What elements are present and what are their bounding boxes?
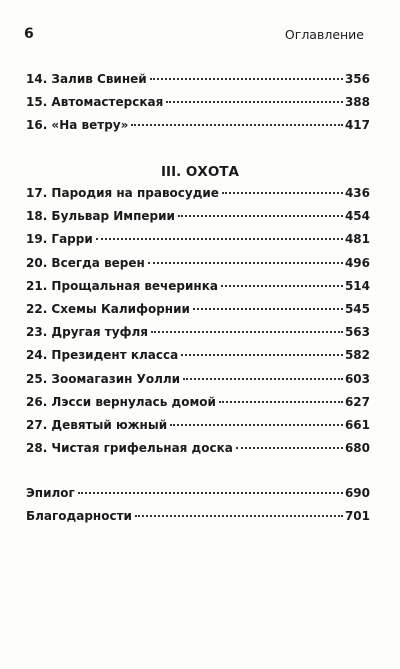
toc-entry-title: 21. Прощальная вечеринка (26, 278, 218, 293)
toc-back-matter (26, 486, 370, 532)
toc-entry (26, 441, 370, 464)
toc-entry-page: 661 (344, 417, 370, 432)
dot-leader (151, 331, 343, 333)
part-heading: III. ОХОТА (161, 164, 239, 180)
dot-leader (135, 515, 343, 517)
toc-entry-page: 356 (344, 72, 370, 86)
toc-part2-tail (26, 72, 370, 142)
toc-entry-page: 603 (344, 371, 370, 386)
toc-entry-title: 16. «На ветру» (26, 118, 129, 133)
toc-entry (26, 209, 370, 232)
toc-entry (26, 418, 370, 441)
toc-entry-page: 680 (344, 441, 370, 456)
toc-entry (26, 95, 370, 118)
dot-leader (78, 492, 343, 494)
dot-leader (96, 238, 343, 240)
toc-entry (26, 232, 370, 255)
toc-entry-title: 17. Пародия на правосудие (26, 186, 219, 200)
dot-leader (193, 308, 343, 310)
toc-entry-title: 22. Схемы Калифорнии (26, 301, 190, 316)
toc-entry-page: 582 (344, 348, 370, 363)
toc-entry (26, 72, 370, 95)
toc-entry (26, 279, 370, 302)
dot-leader (166, 101, 343, 103)
toc-entry (26, 256, 370, 279)
toc-entry (26, 372, 370, 395)
toc-entry-title: 23. Другая туфля (26, 325, 148, 340)
running-head: Оглавление (284, 27, 364, 42)
page-number: 6 (24, 26, 34, 42)
toc-entry (26, 118, 370, 141)
toc-entry-title: 15. Автомастерская (26, 95, 164, 110)
toc-entry-title: Эпилог (26, 486, 75, 500)
toc-entry-page: 545 (344, 301, 370, 316)
toc-entry (26, 486, 370, 509)
toc-entry-title: Благодарности (26, 509, 132, 524)
toc-entry-page: 701 (344, 509, 370, 524)
toc-entry (26, 348, 370, 371)
dot-leader (222, 192, 343, 194)
dot-leader (236, 447, 343, 449)
toc-entry (26, 509, 370, 532)
dot-leader (178, 215, 343, 217)
toc-entry-page: 481 (344, 232, 370, 247)
toc-entry-title: 18. Бульвар Империи (26, 209, 175, 224)
toc-entry-page: 690 (344, 486, 370, 500)
toc-entry (26, 395, 370, 418)
dot-leader (219, 401, 343, 403)
toc-entry-page: 496 (344, 255, 370, 270)
toc-entry-title: 19. Гарри (26, 232, 93, 247)
toc-entry-title: 26. Лэсси вернулась домой (26, 394, 216, 409)
dot-leader (170, 424, 343, 426)
toc-entry-title: 25. Зоомагазин Уолли (26, 371, 181, 386)
toc-entry-page: 627 (344, 394, 370, 409)
toc-entry-title: 24. Президент класса (26, 348, 179, 363)
toc-part3 (26, 186, 370, 464)
toc-entry-page: 454 (344, 209, 370, 224)
dot-leader (150, 78, 343, 80)
toc-entry-page: 514 (344, 278, 370, 293)
toc-entry-title: 28. Чистая грифельная доска (26, 441, 233, 456)
dot-leader (183, 378, 343, 380)
dot-leader (148, 262, 343, 264)
toc-entry (26, 325, 370, 348)
toc-entry-title: 27. Девятый южный (26, 417, 168, 432)
toc-entry (26, 186, 370, 209)
toc-entry (26, 302, 370, 325)
dot-leader (131, 124, 343, 126)
dot-leader (221, 285, 343, 287)
toc-entry-page: 388 (344, 95, 370, 110)
toc-entry-title: 20. Всегда верен (26, 255, 145, 270)
toc-entry-title: 14. Залив Свиней (26, 72, 147, 86)
toc-entry-page: 563 (344, 325, 370, 340)
toc-entry-page: 436 (344, 186, 370, 200)
dot-leader (181, 354, 343, 356)
toc-entry-page: 417 (344, 118, 370, 133)
